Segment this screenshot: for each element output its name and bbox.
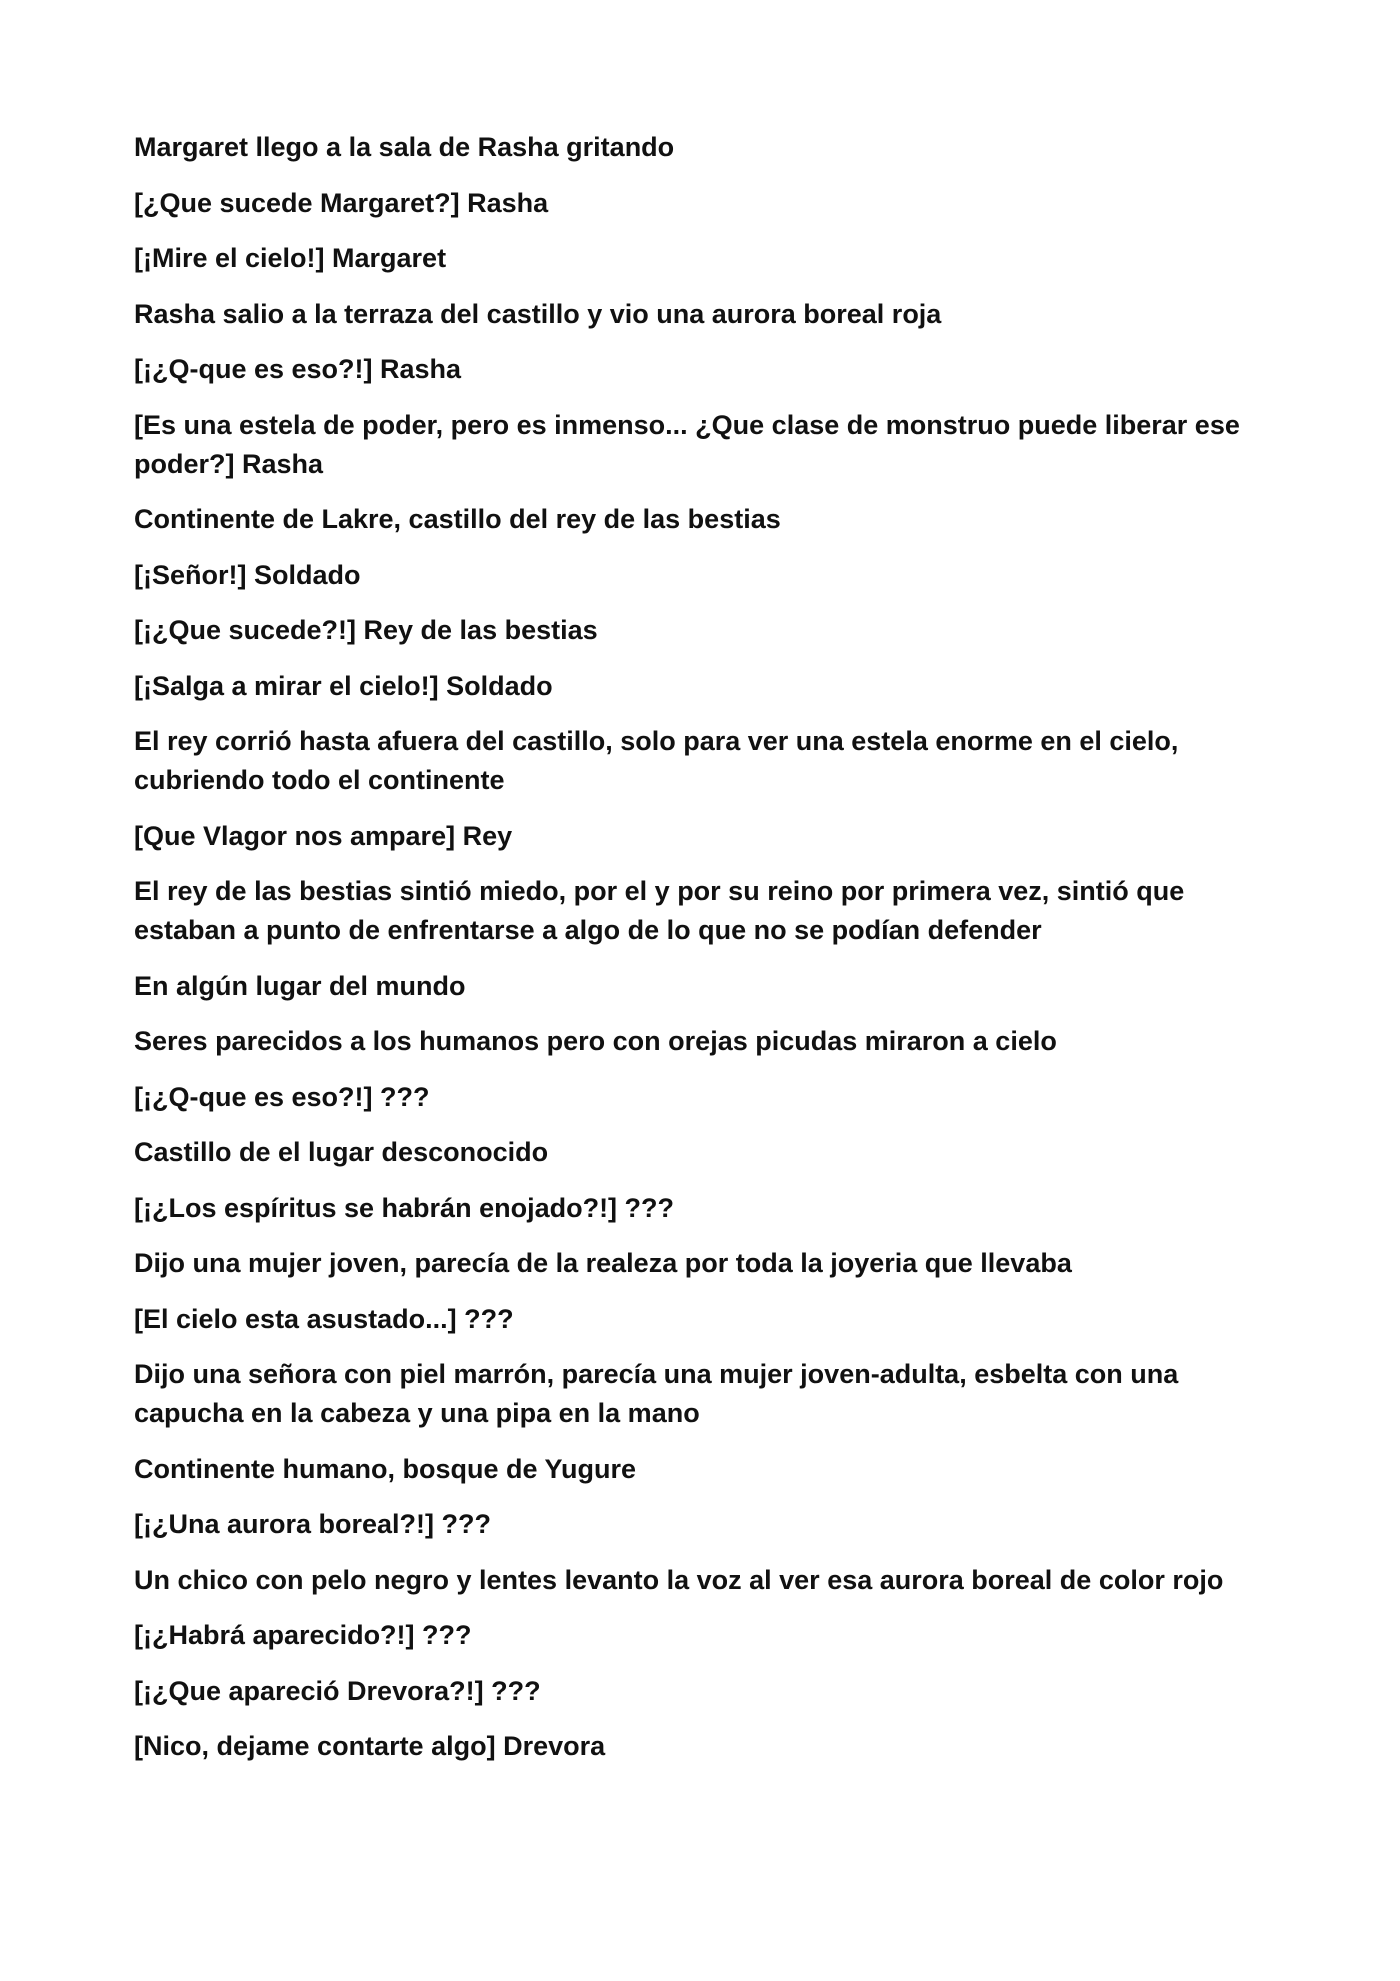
paragraph-24: Un chico con pelo negro y lentes levanto la voz al ver esa aurora boreal de color rojo xyxy=(134,1564,1224,1595)
paragraph-13: El rey de las bestias sintió miedo, por el y por su reino por primera vez, sintió que estaban a punto de enfrentarse a algo de lo que no se podían defender xyxy=(134,876,1185,945)
paragraph-27: [Nico, dejame contarte algo] Drevora xyxy=(134,1731,606,1761)
paragraph-21: Dijo una señora con piel marrón, parecía una mujer joven-adulta, esbelta con una capucha en la cabeza y una pipa en la mano xyxy=(134,1359,1179,1428)
paragraph-25: [¡¿Habrá aparecido?!] ??? xyxy=(134,1620,472,1650)
paragraph-23: [¡¿Una aurora boreal?!] ??? xyxy=(134,1509,491,1539)
paragraph-15: Seres parecidos a los humanos pero con orejas picudas miraron a cielo xyxy=(134,1026,1057,1056)
paragraph-10: [¡Salga a mirar el cielo!] Soldado xyxy=(134,670,553,701)
paragraph-6: [Es una estela de poder, pero es inmenso... ¿Que clase de monstruo puede liberar ese poder?] Rasha xyxy=(134,409,1240,479)
paragraph-20: [El cielo esta asustado...] ??? xyxy=(134,1303,514,1334)
paragraph-1: Margaret llego a la sala de Rasha gritando xyxy=(134,132,675,162)
paragraph-19: Dijo una mujer joven, parecía de la realeza por toda la joyeria que llevaba xyxy=(134,1248,1072,1278)
paragraph-5: [¡¿Q-que es eso?!] Rasha xyxy=(134,354,462,384)
paragraph-2: [¿Que sucede Margaret?] Rasha xyxy=(134,187,549,218)
paragraph-12: [Que Vlagor nos ampare] Rey xyxy=(134,820,513,851)
document-page xyxy=(134,128,1284,1783)
paragraph-17: Castillo de el lugar desconocido xyxy=(134,1137,549,1167)
paragraph-26: [¡¿Que apareció Drevora?!] ??? xyxy=(134,1675,541,1706)
paragraph-14: En algún lugar del mundo xyxy=(134,970,466,1001)
paragraph-4: Rasha salio a la terraza del castillo y vio una aurora boreal roja xyxy=(134,298,942,329)
paragraph-7: Continente de Lakre, castillo del rey de las bestias xyxy=(134,504,781,534)
paragraph-9: [¡¿Que sucede?!] Rey de las bestias xyxy=(134,615,598,645)
paragraph-3: [¡Mire el cielo!] Margaret xyxy=(134,243,447,273)
paragraph-18: [¡¿Los espíritus se habrán enojado?!] ??? xyxy=(134,1192,675,1223)
paragraph-11: El rey corrió hasta afuera del castillo, solo para ver una estela enorme en el cielo, cubriendo todo el continente xyxy=(134,726,1179,795)
paragraph-22: Continente humano, bosque de Yugure xyxy=(134,1453,637,1484)
paragraph-8: [¡Señor!] Soldado xyxy=(134,559,361,590)
paragraph-16: [¡¿Q-que es eso?!] ??? xyxy=(134,1081,430,1112)
